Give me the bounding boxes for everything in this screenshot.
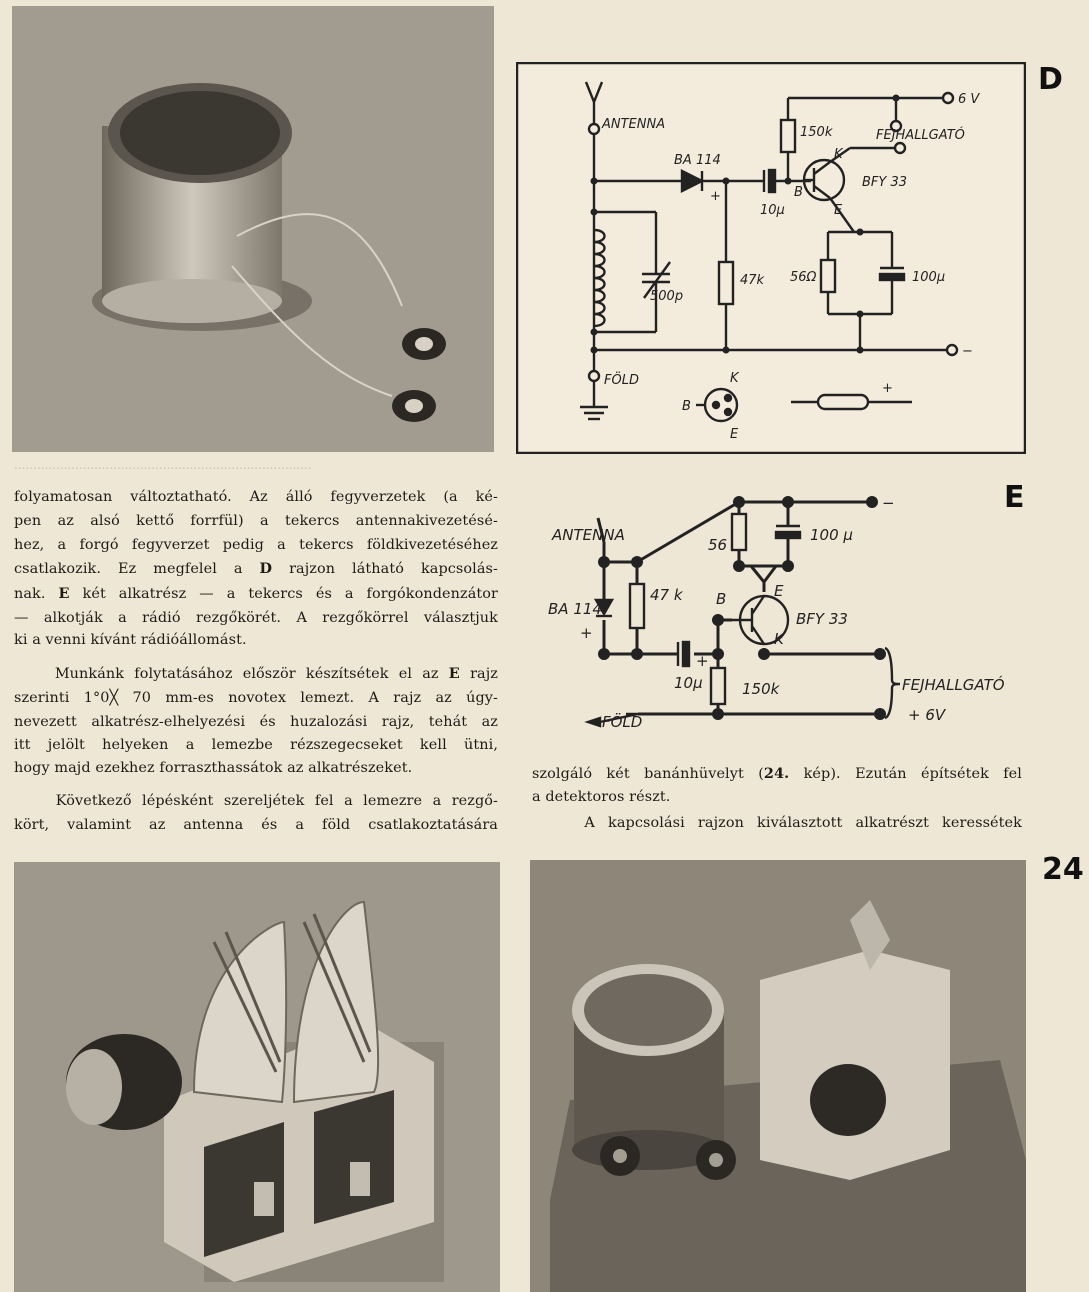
d-label-diode-plus: + [710,189,721,204]
paragraph-1-end [14,629,498,653]
d-label-pin-k: K [834,147,843,162]
d-label-cap-emitter: 100μ [912,270,946,285]
p1-line: — alkotják a rádió rezgőkörét. A rezgőkörrel választjuk [14,609,498,626]
e-label-cap-plus: + [696,652,709,670]
paragraph-1 [14,486,498,631]
e-label-transistor: BFY 33 [796,610,848,628]
diagram-letter-e: E [1004,480,1025,515]
d-label-r-base: 150k [800,125,833,140]
d-label-diode: BA 114 [674,153,721,168]
p5-line: A kapcsolási rajzon kiválasztott alkatrészt keressétek [584,815,1022,831]
e-label-pin-b: B [716,590,727,608]
e-label-pin-e: E [774,582,784,600]
d-label-r-load: 47k [740,273,765,288]
e-label-supply: + 6V [908,706,946,724]
paragraph-3 [14,790,498,838]
d-label-diode-outline-plus: + [882,381,893,396]
e-label-diode: BA 114 [548,600,602,618]
paragraph-2 [14,662,498,758]
p1-line: két alkatrész — a tekercs és a forgókondenzátor [69,586,499,603]
d-label-r-emitter: 56Ω [790,270,817,285]
p1-line: nak. [14,586,59,603]
e-label-minus: − [882,494,895,512]
paragraph-2-end [14,757,498,781]
d-label-trimmer: 500p [650,289,684,304]
d-label-transistor: BFY 33 [862,175,908,190]
e-label-headphone: FEJHALLGATÓ [902,676,1005,694]
p1-line: pen az alsó kettő forrfül) a tekercs antennakivezetésé- [14,512,498,529]
wiring-diagram-e [540,480,1010,744]
d-label-pinout-k: K [730,371,739,386]
paragraph-5 [532,812,1022,836]
p4-bold-ref: 24. [763,765,790,782]
p2-line: itt jelölt helyeken a lemezbe rézszegecseket kell ütni, [14,737,498,754]
p4-line: szolgáló két banánhüvelyt ( [532,766,764,782]
d-label-headphone: FEJHALLGATÓ [876,128,965,143]
p4-line: a detektoros részt. [532,789,671,805]
circuit-diagram-d [516,62,1026,454]
p1-line: hez, a forgó fegyverzet pedig a tekercs földkivezetéséhez [14,536,498,553]
p3-line: Következő lépésként szereljétek fel a lemezre a rezgő- [55,793,499,809]
p1-line: ki a venni kívánt rádióállomást. [14,632,247,648]
paragraph-4-end [532,786,1022,810]
board-assembly-photo [530,860,1026,1292]
e-label-diode-plus: + [580,624,593,642]
p1-line: folyamatosan változtatható. Az álló fegyverzetek (a ké- [14,489,498,505]
p2-line: hogy majd ezekhez forraszthassátok az alkatrészeket. [14,760,413,776]
d-label-pinout-e: E [730,427,739,442]
d-label-cap-coupling: 10μ [760,203,785,218]
paragraph-4 [532,762,1022,787]
variable-capacitor-photo [14,862,500,1292]
p1-line: csatlakozik. Ez megfelel a [14,561,260,578]
e-label-pin-k: K [774,630,784,648]
e-label-r-base: 150k [742,680,780,698]
e-label-r-emitter: 56 [708,536,728,554]
d-label-supply-neg: − [962,344,973,359]
d-label-pin-b: B [794,185,803,200]
coil-photo [12,6,494,452]
d-label-ground: FÖLD [604,373,639,388]
e-label-cap-coupling: 10μ [674,674,703,692]
p1-line: rajzon látható kapcsolás- [272,561,498,578]
wiring-e-svg [540,480,1010,744]
p2-bold-e: E [448,665,460,682]
page-number: 24 [1042,852,1084,887]
circuit-d-svg [516,62,1026,454]
e-label-cap-emitter: 100 μ [810,526,853,544]
d-label-antenna: ANTENNA [602,117,666,132]
p2-line: nevezett alkatrész-elhelyezési és huzalozási rajz, tehát az [14,713,498,730]
d-label-supply-pos: 6 V [958,92,980,107]
p2-line: rajz [459,666,498,682]
e-label-r-load: 47 k [650,586,683,604]
p1-bold-e: E [58,585,70,603]
p2-line: szerinti 1°0╳ 70 mm-es novotex lemezt. A rajz az úgy- [14,689,498,706]
p1-bold-d: D [259,560,273,578]
d-label-pin-e: E [834,203,843,218]
diagram-letter-d: D [1038,62,1063,97]
p2-line: Munkánk folytatásához először készítsétek el az [54,666,449,682]
e-label-antenna: ANTENNA [552,526,625,544]
p3-line: kört, valamint az antenna és a föld csatlakoztatására [14,816,498,833]
bleed-through-text: .............................................................................. [14,458,312,472]
d-label-pinout-b: B [682,399,691,414]
p4-line: kép). Ezután építsétek fel [789,766,1022,782]
e-label-ground: FÖLD [602,713,643,731]
